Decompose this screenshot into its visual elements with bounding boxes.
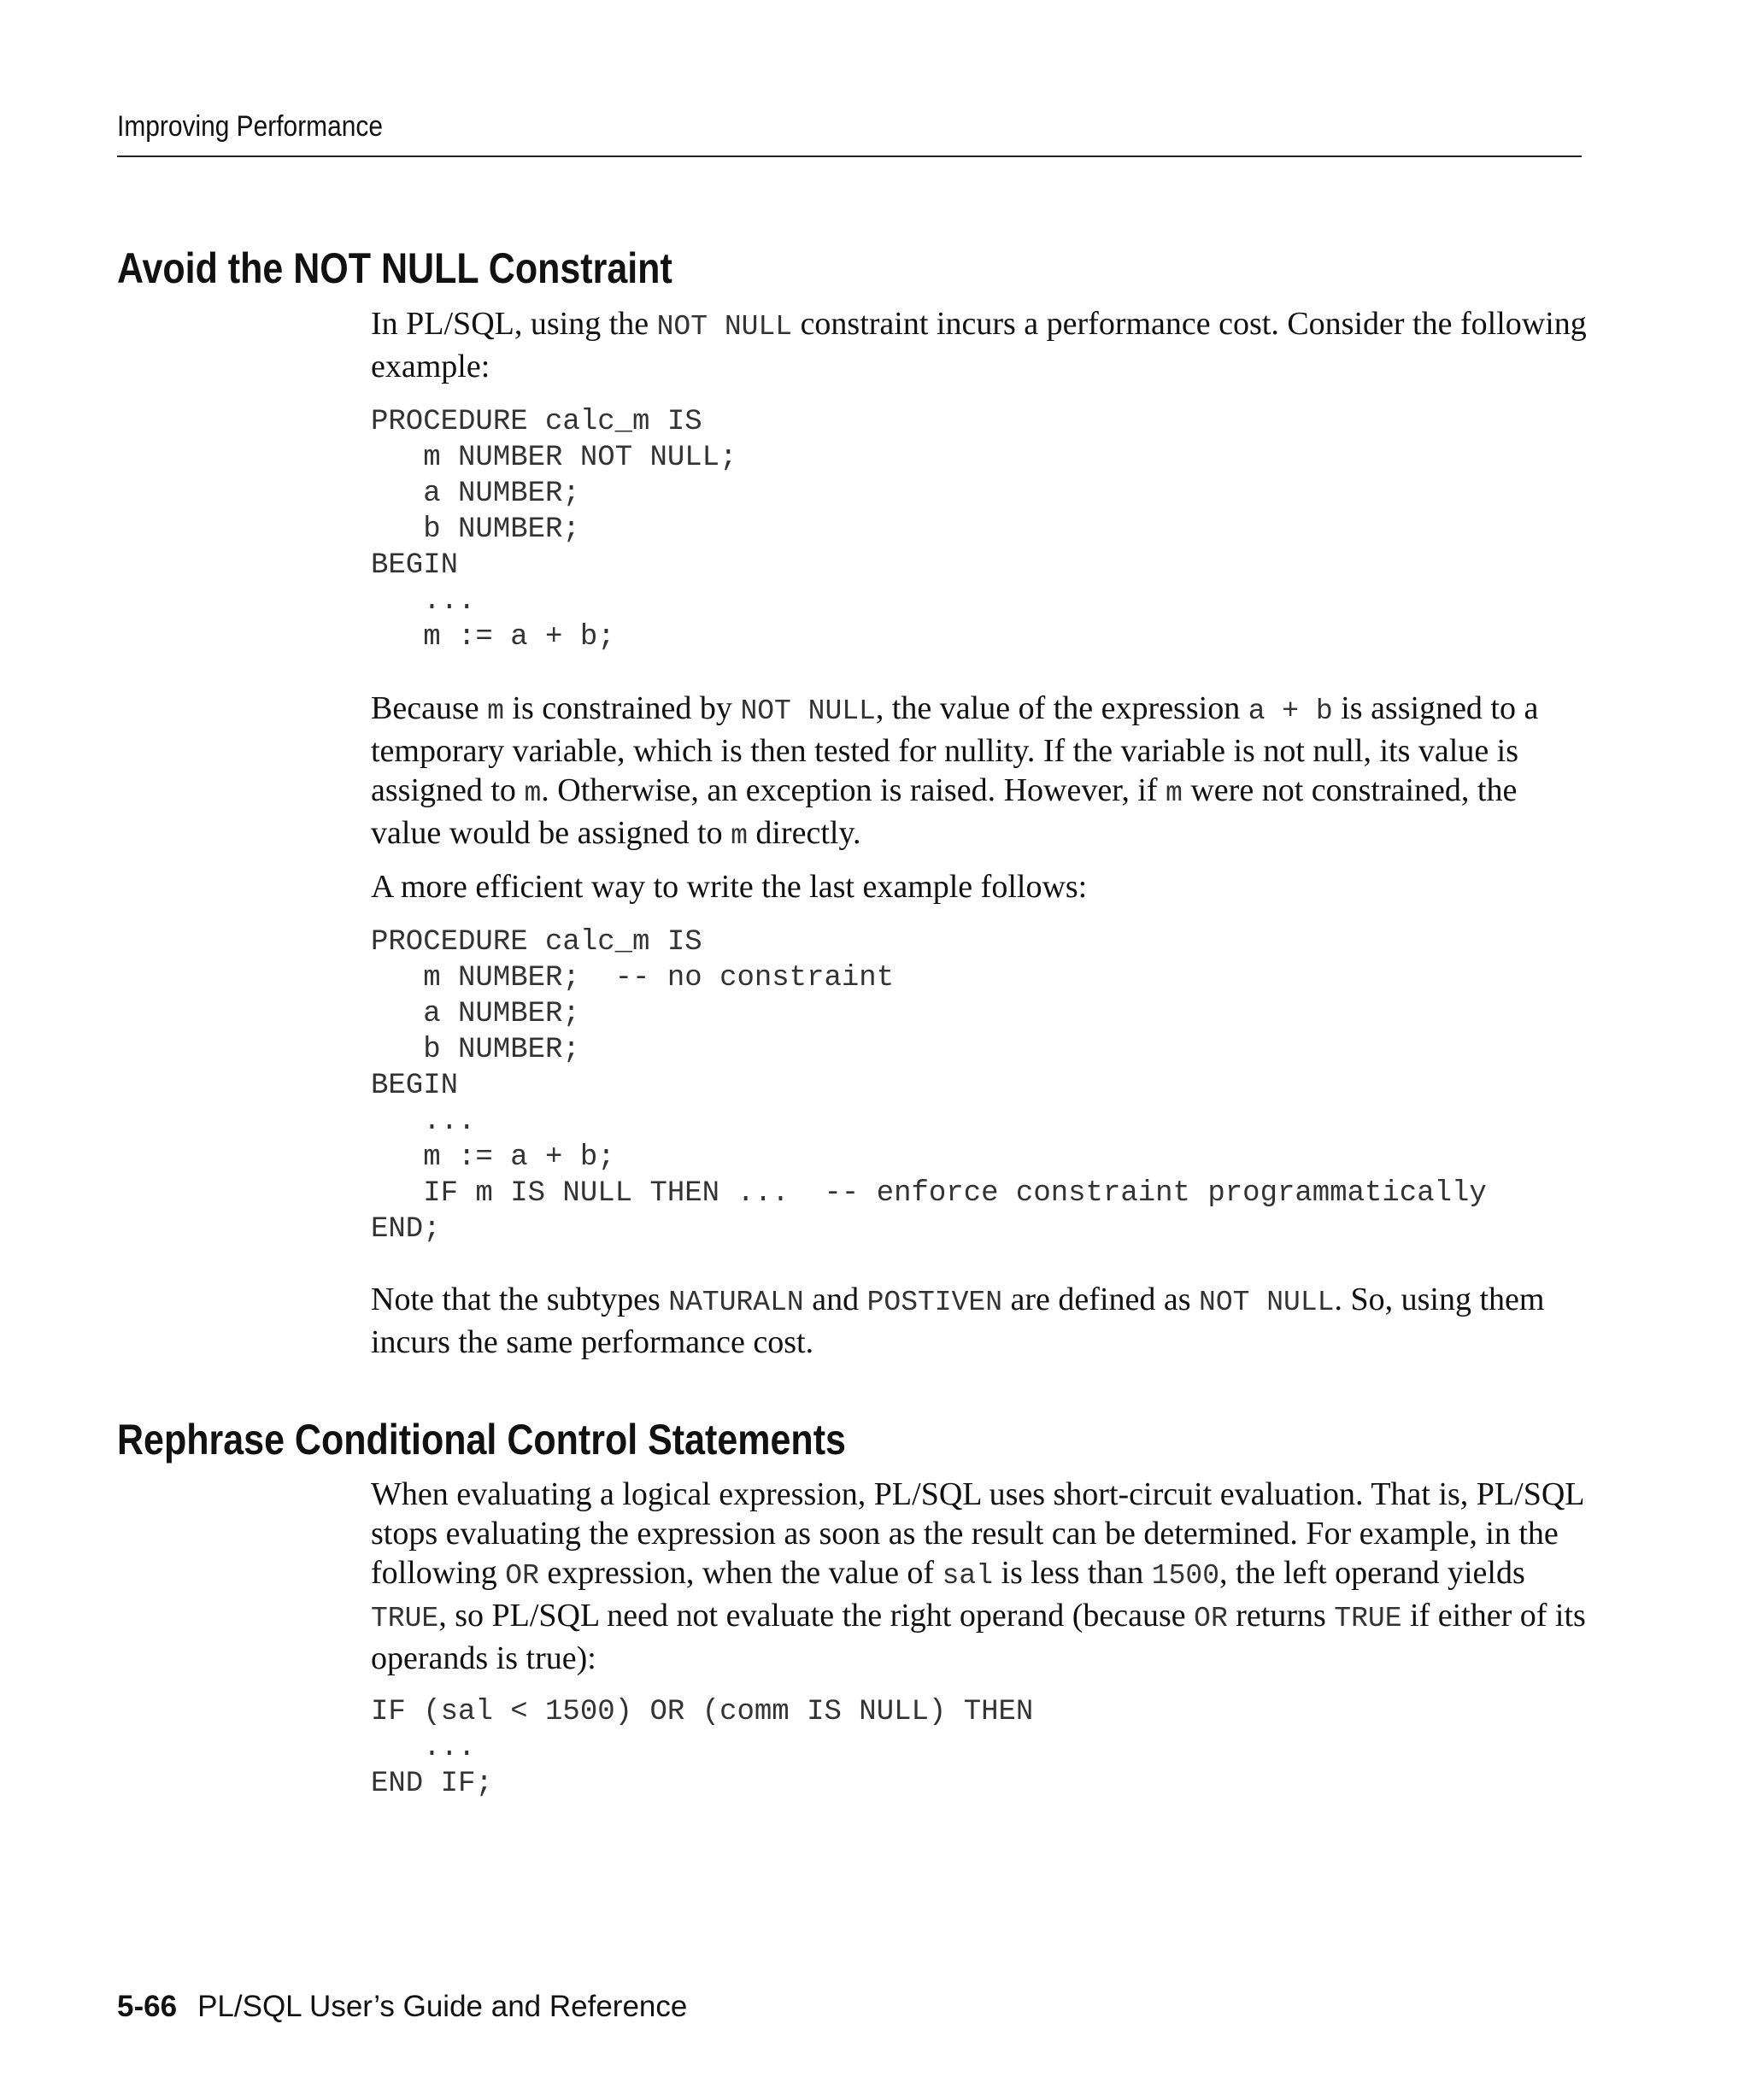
code-line: m NUMBER; -- no constraint: [371, 962, 895, 994]
page-footer: [117, 1990, 687, 2024]
code-line: BEGIN: [371, 1070, 459, 1102]
section-heading-not-null: Avoid the NOT NULL Constraint: [117, 244, 672, 292]
code-block-calc-m-unconstrained: [371, 924, 1487, 1247]
paragraph-efficient-intro: A more efficient way to write the last example follows:: [371, 869, 1088, 905]
code-line: BEGIN: [371, 549, 459, 582]
code-line: PROCEDURE calc_m IS: [371, 926, 702, 959]
code-line: ...: [371, 1732, 476, 1764]
paragraph-short-circuit: When evaluating a logical expression, PL/SQL uses short-circuit evaluation. That is, PL/SQL stops evaluating the expression as soon as the result can be determined. For example, in the following OR expression, when the value of sal is less than 1500, the left operand yields TRUE, so PL/SQL need not evaluate the right operand (because OR returns TRUE if either of its operands is true):: [371, 1476, 1586, 1676]
code-line: END IF;: [371, 1768, 493, 1800]
running-header: [117, 106, 1582, 157]
book-title: PL/SQL User’s Guide and Reference: [197, 1990, 688, 2023]
code-block-if-or: [371, 1694, 1033, 1802]
paragraph-not-null-explanation: Because m is constrained by NOT NULL, the value of the expression a + b is assigned to a temporary variable, which is then tested for nullity. If the variable is not null, its value is assigned to m. Otherwise, an exception is raised. However, if m were not constrained, the value would be assigned to m directly.: [371, 690, 1539, 852]
code-line: m NUMBER NOT NULL;: [371, 442, 737, 474]
code-line: b NUMBER;: [371, 1034, 580, 1066]
running-header-title: Improving Performance: [117, 110, 383, 143]
code-line: IF (sal < 1500) OR (comm IS NULL) THEN: [371, 1696, 1034, 1728]
code-line: a NUMBER;: [371, 998, 580, 1030]
code-line: IF m IS NULL THEN ... -- enforce constraint programmatically: [371, 1177, 1487, 1210]
paragraph-not-null-intro: In PL/SQL, using the NOT NULL constraint incurs a performance cost. Consider the following example:: [371, 306, 1587, 384]
section-heading-conditional: Rephrase Conditional Control Statements: [117, 1416, 846, 1464]
code-line: a NUMBER;: [371, 478, 580, 510]
code-line: ...: [371, 1106, 476, 1138]
code-line: ...: [371, 585, 476, 618]
code-line: b NUMBER;: [371, 513, 580, 546]
page-number: 5-66: [117, 1990, 178, 2023]
paragraph-subtypes-note: Note that the subtypes NATURALN and POSTIVEN are defined as NOT NULL. So, using them incurs the same performance cost.: [371, 1282, 1545, 1360]
code-line: PROCEDURE calc_m IS: [371, 406, 702, 438]
code-line: END;: [371, 1213, 441, 1246]
code-line: m := a + b;: [371, 1141, 615, 1174]
code-line: m := a + b;: [371, 621, 615, 654]
code-block-calc-m-constrained: [371, 404, 737, 655]
